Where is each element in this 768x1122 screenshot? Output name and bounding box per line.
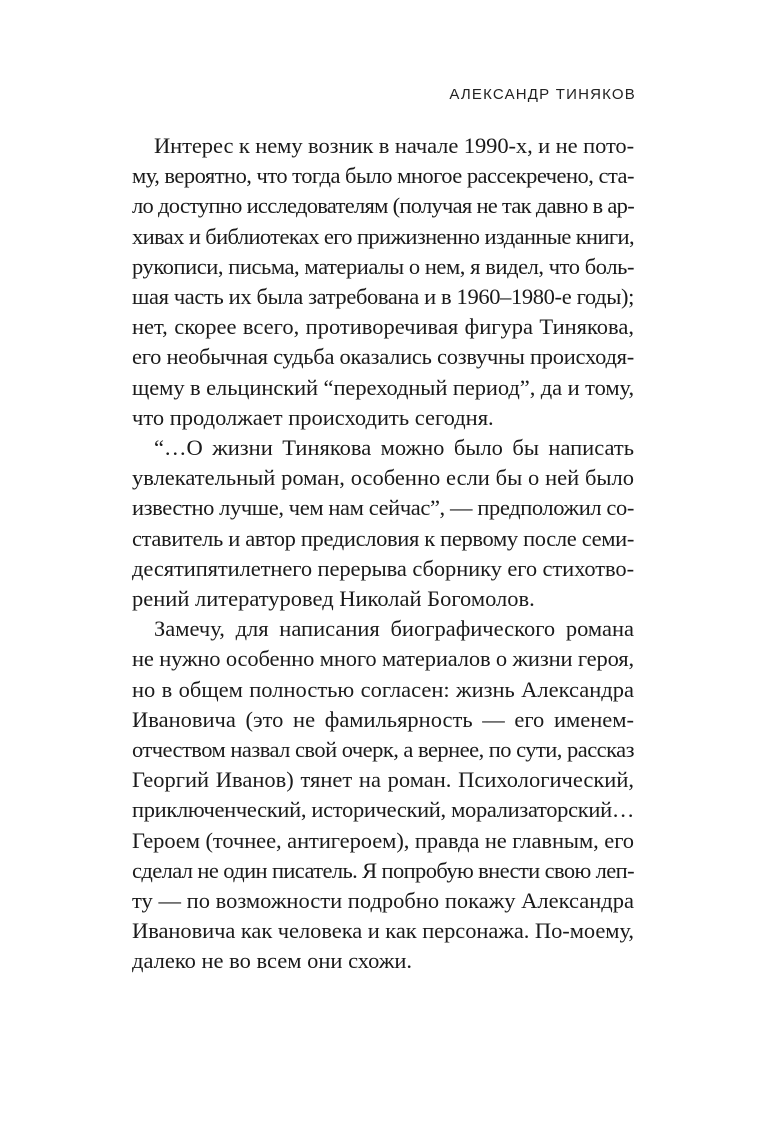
text-line: десятипятилетнего перерыва сборнику его стихотво- <box>132 555 634 581</box>
text-line: рукописи, письма, материалы о нем, я видел, что боль- <box>132 253 634 279</box>
text-line: далеко не во всем они схожи. <box>132 948 413 974</box>
body-text <box>132 131 634 977</box>
text-line: Замечу, для написания биографического романа <box>154 616 634 642</box>
text-line: Ивановича как человека и как персонажа. По-моему, <box>132 918 634 944</box>
text-line: увлекательный роман, особенно если бы о ней было <box>132 465 634 491</box>
text-line: ло доступно исследователям (получая не так давно в ар- <box>132 193 634 219</box>
text-line: отчеством назвал свой очерк, а вернее, по сути, рассказ <box>132 737 634 763</box>
text-line: му, вероятно, что тогда было многое рассекречено, ста- <box>132 163 634 189</box>
text-line: Ивановича (это не фамильярность — его именем- <box>132 706 634 732</box>
text-line: нет, скорее всего, противоречивая фигура Тинякова, <box>132 314 634 340</box>
text-line: ту — по возможности подробно покажу Александра <box>132 888 634 914</box>
text-line: Георгий Иванов) тянет на роман. Психологический, <box>132 767 634 793</box>
paragraph-1 <box>132 131 634 433</box>
text-line: но в общем полностью согласен: жизнь Александра <box>132 676 634 702</box>
text-line: сделал не один писатель. Я попробую внести свою леп- <box>132 857 634 883</box>
text-line: Интерес к нему возник в начале 1990-х, и не пото- <box>154 133 634 158</box>
text-line: хивах и библиотеках его прижизненно изданные книги, <box>132 223 634 249</box>
text-line: не нужно особенно много материалов о жизни героя, <box>132 646 634 672</box>
paragraph-3 <box>132 614 634 976</box>
text-line: его необычная судьба оказались созвучны происходя- <box>132 344 634 370</box>
text-line: известно лучше, чем нам сейчас”, — предположил со- <box>132 495 634 521</box>
text-line: приключенческий, исторический, морализаторский… <box>132 797 634 823</box>
running-head: АЛЕКСАНДР ТИНЯКОВ <box>449 86 636 103</box>
text-line: рений литературовед Николай Богомолов. <box>132 586 535 612</box>
text-line: Героем (точнее, антигероем), правда не главным, его <box>132 827 634 853</box>
text-line: ставитель и автор предисловия к первому после семи- <box>132 525 634 551</box>
text-line: что продолжает происходить сегодня. <box>132 404 494 430</box>
paragraph-2 <box>132 433 634 614</box>
text-line: щему в ельцинский “переходный период”, да и тому, <box>132 374 634 400</box>
text-line: шая часть их была затребована и в 1960–1980-е годы); <box>132 284 634 310</box>
text-line: “…О жизни Тинякова можно было бы написать <box>154 435 634 461</box>
